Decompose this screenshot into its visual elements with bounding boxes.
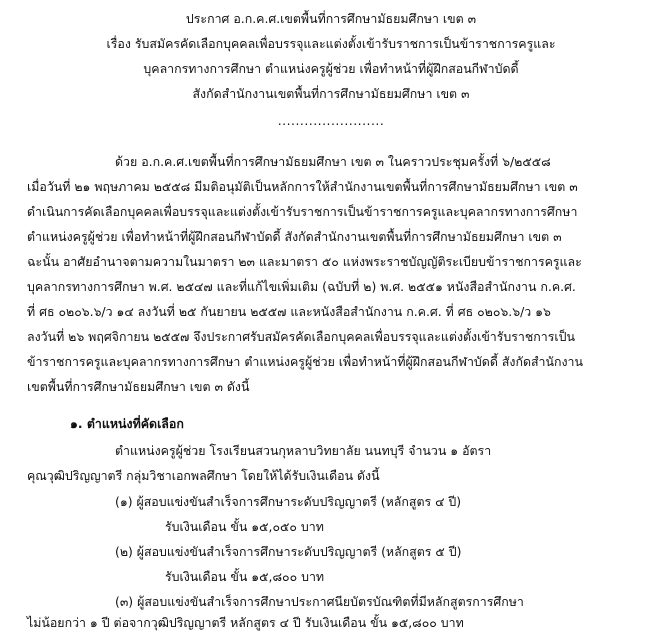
body-paragraph-line: ตำแหน่งครูผู้ช่วย เพื่อทำหน้าที่ผู้ฝึกสอนกีฬาบัดดี้ สังกัดสำนักงานเขตพื้นที่การศึกษามัธยมศึกษา เขต ๓ <box>27 229 562 244</box>
body-paragraph-line: เมื่อวันที่ ๒๑ พฤษภาคม ๒๕๕๘ มีมติอนุมัติเป็นหลักการให้สำนักงานเขตพื้นที่การศึกษามัธยมศึกษา เขต ๓ <box>27 179 578 194</box>
body-paragraph-line: ที่ ศธ ๐๒๐๖.๖/ว ๑๔ ลงวันที่ ๒๕ กันยายน ๒๕๕๗ และหนังสือสำนักงาน ก.ค.ศ. ที่ ศธ ๐๒๐๖.๖/ว ๑๖ <box>27 304 551 319</box>
announcement-title: ประกาศ อ.ก.ค.ศ.เขตพื้นที่การศึกษามัธยมศึกษา เขต ๓ <box>185 11 477 26</box>
subject-line-1: เรื่อง รับสมัครคัดเลือกบุคคลเพื่อบรรจุและแต่งตั้งเข้ารับราชการเป็นข้าราชการครูและ <box>106 36 556 51</box>
position-line: ตำแหน่งครูผู้ช่วย โรงเรียนสวนกุหลาบวิทยาลัย นนทบุรี จำนวน ๑ อัตรา <box>115 443 492 458</box>
salary-item-1: (๑) ผู้สอบแข่งขันสำเร็จการศึกษาระดับปริญญาตรี (หลักสูตร ๔ ปี) <box>115 494 462 509</box>
qualification-line: คุณวุฒิปริญญาตรี กลุ่มวิชาเอกพลศึกษา โดยให้ได้รับเงินเดือน ดังนี้ <box>27 468 380 483</box>
body-paragraph-line: เขตพื้นที่การศึกษามัธยมศึกษา เขต ๓ ดังนี้ <box>27 379 250 394</box>
salary-item-3: (๓) ผู้สอบแข่งขันสำเร็จการศึกษาประกาศนียบัตรบัณฑิตที่มีหลักสูตรการศึกษา <box>115 594 524 609</box>
body-paragraph-line: ด้วย อ.ก.ค.ศ.เขตพื้นที่การศึกษามัธยมศึกษา เขต ๓ ในคราวประชุมครั้งที่ ๖/๒๕๕๘ <box>115 154 551 169</box>
body-paragraph-line: ข้าราชการครูและบุคลากรทางการศึกษา ตำแหน่งครูผู้ช่วย เพื่อทำหน้าที่ผู้ฝึกสอนกีฬาบัดดี้ สังกัดสำนักงาน <box>27 354 583 369</box>
subject-line-2: บุคลากรทางการศึกษา ตำแหน่งครูผู้ช่วย เพื่อทำหน้าที่ผู้ฝึกสอนกีฬาบัดดี้ <box>143 61 519 76</box>
body-paragraph-line: ฉะนั้น อาศัยอำนาจตามความในมาตรา ๒๓ และมาตรา ๕๐ แห่งพระราชบัญญัติระเบียบข้าราชการครูและ <box>27 254 582 269</box>
body-paragraph-line: ดำเนินการคัดเลือกบุคคลเพื่อบรรจุและแต่งตั้งเข้ารับราชการเป็นข้าราชการครูและบุคลากรทางการศึกษา <box>27 204 578 219</box>
salary-item-3-continued: ไม่น้อยกว่า ๑ ปี ต่อจากวุฒิปริญญาตรี หลักสูตร ๔ ปี รับเงินเดือน ขั้น ๑๕,๘๐๐ บาท <box>27 615 464 630</box>
section-heading: ๑. ตำแหน่งที่คัดเลือก <box>70 416 184 431</box>
salary-item-2: (๒) ผู้สอบแข่งขันสำเร็จการศึกษาระดับปริญญาตรี (หลักสูตร ๕ ปี) <box>115 544 462 559</box>
body-paragraph-line: ลงวันที่ ๒๖ พฤศจิกายน ๒๕๕๗ จึงประกาศรับสมัครคัดเลือกบุคคลเพื่อบรรจุและแต่งตั้งเข้ารับราชการเป็น <box>27 329 575 344</box>
salary-item-1-amount: รับเงินเดือน ขั้น ๑๕,๐๕๐ บาท <box>165 519 324 534</box>
subject-line-3: สังกัดสำนักงานเขตพื้นที่การศึกษามัธยมศึกษา เขต ๓ <box>192 86 470 101</box>
body-paragraph-line: บุคลากรทางการศึกษา พ.ศ. ๒๕๔๗ และที่แก้ไขเพิ่มเติม (ฉบับที่ ๒) พ.ศ. ๒๕๕๑ หนังสือสำนักงาน ก.ค.ศ. <box>27 279 576 294</box>
salary-item-2-amount: รับเงินเดือน ขั้น ๑๕,๘๐๐ บาท <box>165 569 325 584</box>
separator-dots: ........................ <box>277 113 385 128</box>
